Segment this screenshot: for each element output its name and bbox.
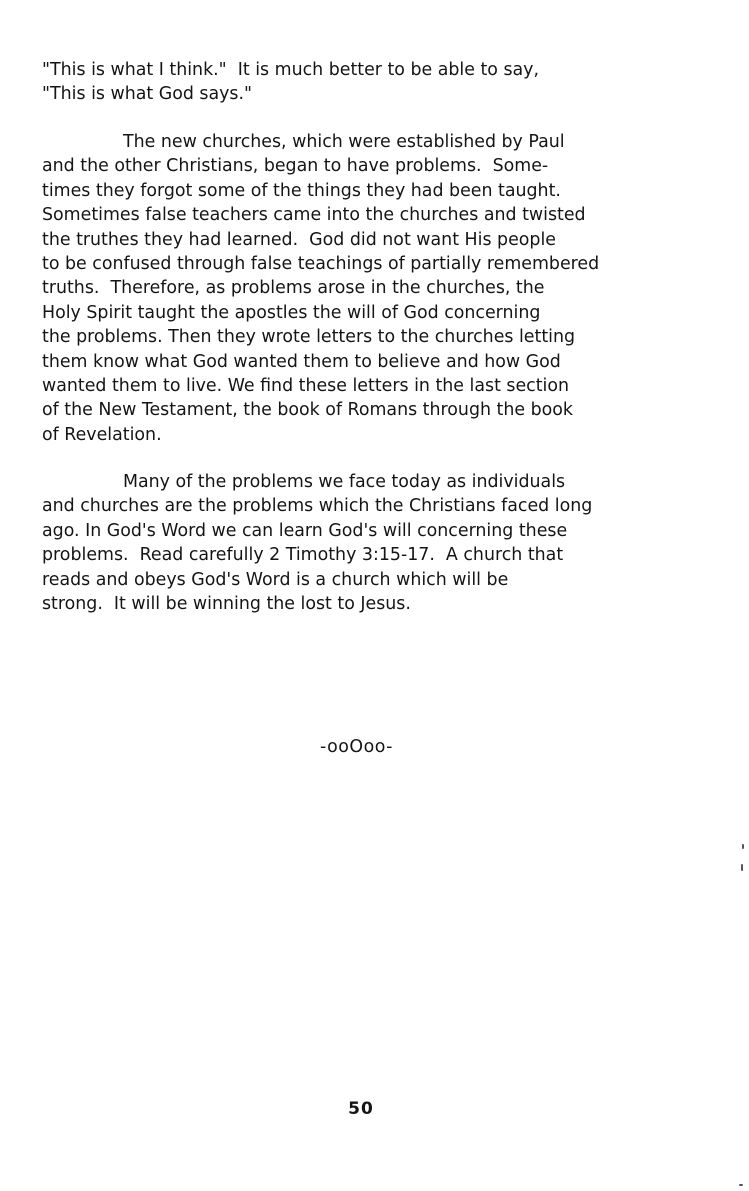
text-line: times they forgot some of the things they had been taught. — [42, 180, 561, 201]
text-line: reads and obeys God's Word is a church which will be — [42, 569, 509, 590]
page-number: 50 — [348, 1099, 374, 1119]
section-separator: -ooOoo- — [320, 737, 393, 757]
scan-speck — [739, 1184, 743, 1186]
text-line: problems. Read carefully 2 Timothy 3:15-17. A church that — [42, 545, 564, 566]
scan-speck — [742, 844, 744, 849]
text-line: them know what God wanted them to believe and how God — [42, 351, 561, 372]
text-line: Sometimes false teachers came into the churches and twisted — [42, 205, 586, 226]
text-line: wanted them to live. We find these letters in the last section — [42, 376, 570, 397]
paragraph-churches — [42, 130, 722, 447]
text-line: of the New Testament, the book of Romans through the book — [42, 400, 573, 421]
text-line: the truthes they had learned. God did not want His people — [42, 229, 556, 250]
text-line-indented: Many of the problems we face today as individuals — [123, 472, 566, 492]
text-line: and churches are the problems which the Christians faced long — [42, 496, 593, 517]
text-line: truths. Therefore, as problems arose in the churches, the — [42, 278, 545, 299]
text-line: Holy Spirit taught the apostles the will of God concerning — [42, 302, 541, 323]
text-line-indented: The new churches, which were established by Paul — [123, 132, 565, 152]
text-line: to be confused through false teachings of partially remembered — [42, 254, 600, 275]
text-line: strong. It will be winning the lost to Jesus. — [42, 594, 411, 615]
text-line: and the other Christians, began to have problems. Some- — [42, 156, 549, 177]
paragraph-problems — [42, 470, 722, 616]
text-line: of Revelation. — [42, 424, 162, 445]
paragraph-intro — [42, 58, 722, 107]
text-line: ago. In God's Word we can learn God's will concerning these — [42, 520, 568, 541]
text-line: the problems. Then they wrote letters to the churches letting — [42, 327, 576, 348]
text-line: "This is what God says." — [42, 84, 253, 105]
text-line: "This is what I think." It is much better to be able to say, — [42, 60, 539, 80]
scan-speck — [741, 864, 743, 871]
